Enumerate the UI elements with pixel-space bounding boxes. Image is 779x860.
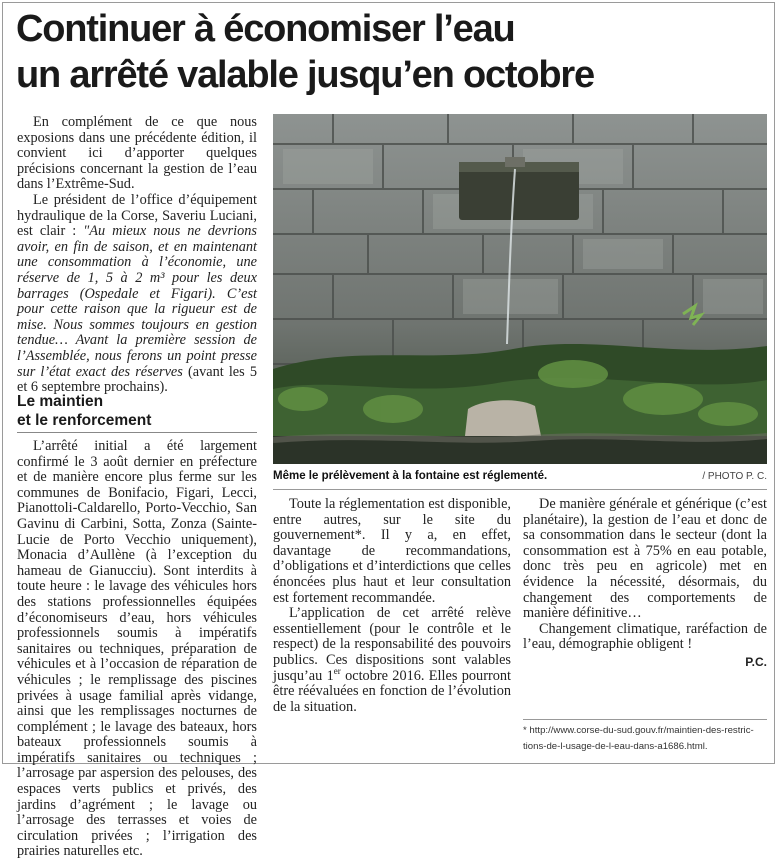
body-paragraph-4: Toute la réglementation est disponible, entre autres, sur le site du gouvernement*. Il y a, en effet, davantage de recommandations, d’obligations et d’interdictions que celles énoncées plus haut et leur consultation est fortement recommandée. <box>273 496 511 606</box>
body-paragraph-5 <box>273 606 511 715</box>
body-column-1 <box>17 439 257 860</box>
subheading <box>17 392 257 430</box>
intro-column <box>17 115 257 396</box>
body-column-3 <box>523 497 767 671</box>
body-column-2 <box>273 497 511 715</box>
subheading-rule <box>17 432 257 433</box>
photo-caption: Même le prélèvement à la fontaine est réglementé. <box>273 470 548 482</box>
footnote-line-2: tions-de-l-usage-de-l-eau-dans-a1686.html. <box>523 741 708 752</box>
photo-credit: / PHOTO P. C. <box>702 471 767 482</box>
footnote-line-1: * http://www.corse-du-sud.gouv.fr/maintien-des-restric- <box>523 725 754 736</box>
headline <box>16 6 594 98</box>
headline-line-1: Continuer à économiser l’eau <box>16 8 515 50</box>
headline-line-2: un arrêté valable jusqu’en octobre <box>16 54 594 96</box>
intro-paragraph-1: En complément de ce que nous exposions dans une précédente édition, il convient ici d’apporter quelques précisions concernant la gestion de l’eau dans l’Extrême-Sud. <box>17 114 257 193</box>
intro-paragraph-2 <box>17 193 257 396</box>
p5-superscript: er <box>333 665 341 676</box>
subheading-line-1: Le maintien <box>17 393 104 410</box>
intro-tail: (avant les 5 et 6 septembre prochains). <box>17 363 257 396</box>
luciani-quote: "Au mieux nous ne devrions avoir, en fin de saison, et en maintenant une consommation à l’économie, une réserve de 1, 5 à 2 m³ pour les deux barrages (Ospedale et Figari). C’est pour cette raison que la rigueur est de mise. Nous sommes toujours en gestion tendue… Avant la première session de l’Assemblée, nous ferons un point presse sur l’état exact des réserves <box>17 223 257 380</box>
intro-lead: Le président de l’office d’équipement hydraulique de la Corse, Saveriu Luciani, est clair : <box>17 191 257 240</box>
author-signature: P.C. <box>745 654 767 669</box>
body-paragraph-7: Changement climatique, raréfaction de l’eau, démographie obligent ! <box>523 620 767 653</box>
p5-lead: L’application de cet arrêté relève essentiellement (pour le contrôle et le respect) de la responsabilité des pouvoirs publics. Ces dispositions sont valables jusqu’au 1 <box>273 605 511 684</box>
p5-tail: octobre 2016. Elles pourront être réévaluées en fonction de l’évolution de la situation. <box>273 667 511 715</box>
subheading-line-2: et le renforcement <box>17 412 152 429</box>
fountain-photo <box>273 114 767 464</box>
body-paragraph-3: L’arrêté initial a été largement confirmé le 3 août dernier en préfecture et de manière encore plus ferme sur les communes de Bonifacio, Figari, Lecci, Pianottoli-Caldarello, Porto-Vecchio, San Gavinu di Carbini, Sotta, Zonza (Sainte-Lucie de Porto Vecchio uniquement), Monacia d’Aullène (à l’exception du hameau de Gianucciu). Sont interdits à toute heure : le lavage des véhicules hors des stations professionnelles équipées d’économiseurs d’eau, hors véhicules professionnels soumis à impératifs sanitaires ou techniques, préparation de véhicules et à l’occasion de réparation de véhicules ; le remplissage des piscines privées à usage familial après vidange, ainsi que les remplissages nocturnes de complément ; le lavage des bateaux, hors bateaux professionnels soumis à impératifs sanitaires ou techniques ; l’arrosage par aspersion des pelouses, des espaces verts publics et privés, des jardins d’agrément ; le lavage ou l’arrosage des terrasses et voies de circulation privées ; l’irrigation des prairies naturelles etc. <box>17 438 257 860</box>
body-paragraph-6: De manière générale et générique (c’est planétaire), la gestion de l’eau et donc de sa consommation dans le secteur (dont la consommation est à 75% en eau potable, donc très peu en agricole) met en évidence la nécessité, désormais, du changement des comportements de manière définitive… <box>523 496 767 622</box>
footnote <box>523 723 767 755</box>
caption-rule <box>273 489 767 490</box>
footnote-rule <box>523 719 767 720</box>
fountain-illustration <box>273 114 767 464</box>
